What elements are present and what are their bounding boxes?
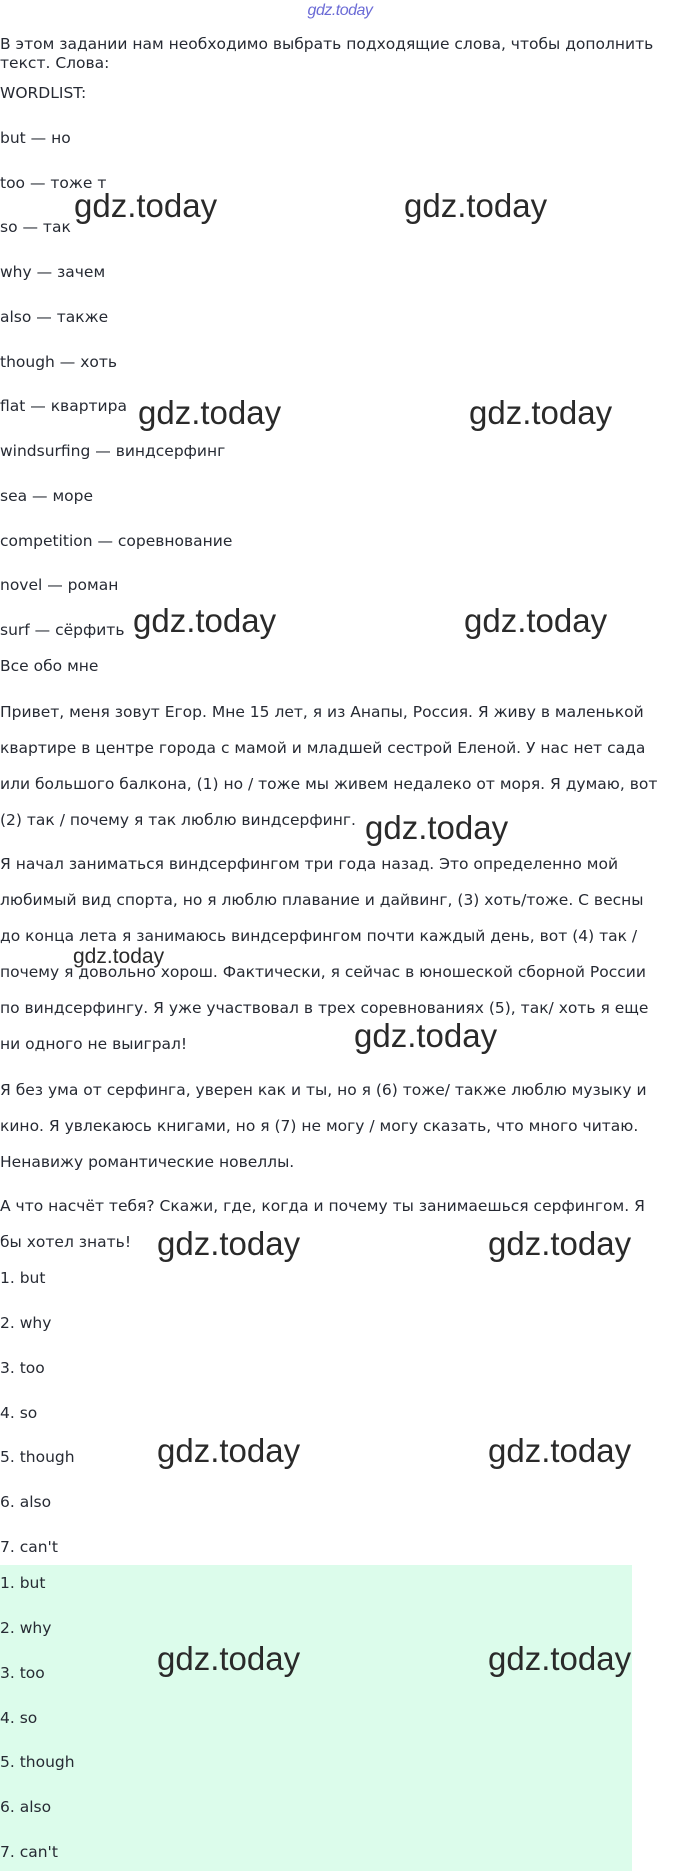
wordlist-item: also — также: [0, 308, 109, 326]
watermark: gdz.today: [488, 1432, 632, 1469]
watermark: gdz.today: [488, 1640, 632, 1677]
wordlist-item: novel — роман: [0, 576, 119, 594]
watermark: gdz.today: [469, 394, 613, 431]
paragraph-line: по виндсерфингу. Я уже участвовал в трех соревнованиях (5), так/ хоть я еще: [0, 999, 649, 1017]
watermark: gdz.today: [354, 1017, 498, 1054]
answer-item: 1. but: [0, 1269, 46, 1287]
answer-item: 5. though: [0, 1448, 75, 1466]
answer-highlight-box: [0, 1565, 632, 1871]
wordlist-item: sea — море: [0, 487, 94, 505]
paragraph-line: Я начал заниматься виндсерфингом три года назад. Это определенно мой: [0, 855, 619, 873]
answer-item: 7. can't: [0, 1538, 58, 1556]
answer-item: 4. so: [0, 1404, 38, 1422]
paragraph-line: ни одного не выиграл!: [0, 1035, 188, 1053]
watermark: gdz.today: [73, 945, 165, 968]
highlighted-answer-item: 6. also: [0, 1798, 52, 1816]
paragraph-line: или большого балкона, (1) но / тоже мы живем недалеко от моря. Я думаю, вот: [0, 775, 658, 793]
wordlist-item: competition — соревнование: [0, 532, 233, 550]
answer-item: 2. why: [0, 1314, 52, 1332]
highlighted-answer-item: 2. why: [0, 1619, 52, 1637]
wordlist-item: why — зачем: [0, 263, 106, 281]
watermark: gdz.today: [365, 809, 509, 846]
watermark: gdz.today: [464, 602, 608, 639]
watermark: gdz.today: [157, 1432, 301, 1469]
wordlist-item: too — тоже т: [0, 174, 107, 192]
site-logo[interactable]: gdz.today: [307, 2, 373, 19]
highlighted-answer-item: 3. too: [0, 1664, 45, 1682]
paragraph-line: Я без ума от серфинга, уверен как и ты, но я (6) тоже/ также люблю музыку и: [0, 1081, 647, 1099]
answer-item: 6. also: [0, 1493, 52, 1511]
paragraph-line: кино. Я увлекаюсь книгами, но я (7) не могу / могу сказать, что много читаю.: [0, 1117, 639, 1135]
wordlist-item: so — так: [0, 218, 71, 236]
wordlist-item: windsurfing — виндсерфинг: [0, 442, 226, 460]
watermark: gdz.today: [488, 1225, 632, 1262]
intro-text: В этом задании нам необходимо выбрать подходящие слова, чтобы дополнить: [0, 35, 654, 53]
paragraph-line: квартире в центре города с мамой и младшей сестрой Еленой. У нас нет сада: [0, 739, 646, 757]
paragraph-line: до конца лета я занимаюсь виндсерфингом почти каждый день, вот (4) так /: [0, 927, 638, 945]
paragraph-line: (2) так / почему я так люблю виндсерфинг.: [0, 811, 356, 829]
paragraph-line: бы хотел знать!: [0, 1233, 132, 1251]
watermark: gdz.today: [157, 1225, 301, 1262]
answer-item: 3. too: [0, 1359, 45, 1377]
paragraph: [0, 1072, 680, 1180]
wordlist-item: flat — квартира: [0, 397, 127, 415]
paragraph-line: А что насчёт тебя? Скажи, где, когда и почему ты занимаешься серфингом. Я: [0, 1197, 645, 1215]
paragraph-line: Привет, меня зовут Егор. Мне 15 лет, я из Анапы, Россия. Я живу в маленькой: [0, 703, 644, 721]
highlighted-answer-item: 5. though: [0, 1753, 75, 1771]
paragraph-line: Ненавижу романтические новеллы.: [0, 1153, 295, 1171]
watermark: gdz.today: [404, 187, 548, 224]
watermark: gdz.today: [138, 394, 282, 431]
watermark: gdz.today: [74, 187, 218, 224]
paragraph-line: почему я довольно хорош. Фактически, я сейчас в юношеской сборной России: [0, 963, 646, 981]
paragraph: [0, 694, 680, 838]
highlighted-answer-item: 7. can't: [0, 1843, 58, 1861]
paragraph-line: любимый вид спорта, но я люблю плавание и дайвинг, (3) хоть/тоже. С весны: [0, 891, 644, 909]
wordlist-heading: WORDLIST:: [0, 84, 87, 102]
wordlist-item: but — но: [0, 129, 71, 147]
about-heading: Все обо мне: [0, 657, 99, 675]
wordlist-item: though — хоть: [0, 353, 118, 371]
highlighted-answer-item: 4. so: [0, 1709, 38, 1727]
highlighted-answer-item: 1. but: [0, 1574, 46, 1592]
watermark: gdz.today: [157, 1640, 301, 1677]
wordlist-item: surf — сёрфить: [0, 621, 125, 639]
watermark: gdz.today: [133, 602, 277, 639]
intro-cutoff-line: текст. Слова:: [0, 54, 110, 72]
